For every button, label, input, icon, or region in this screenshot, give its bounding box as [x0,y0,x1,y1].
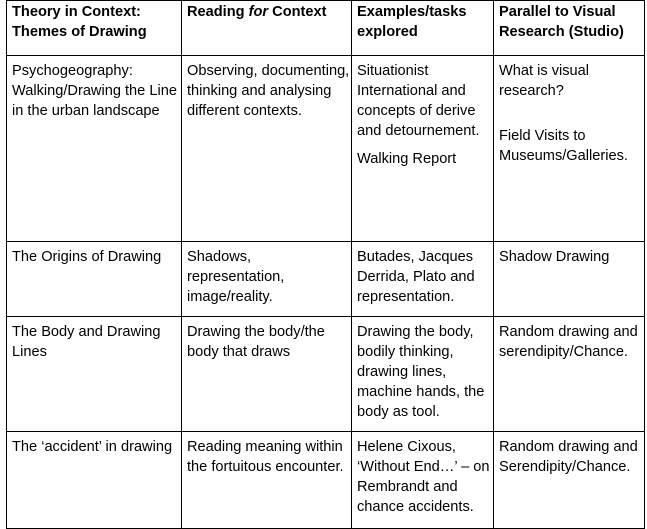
reading-cell: Reading meaning within the fortuitous encounter. [182,432,352,529]
theme-cell: The Origins of Drawing [7,242,182,317]
parallel-text: Field Visits to Museums/Galleries. [499,128,628,164]
parallel-cell [494,56,645,242]
reading-cell: Shadows, representation, image/reality. [182,242,352,317]
example-text: Helene Cixous, ‘Without End…’ – on Rembrandt and chance accidents. [357,439,490,515]
header-parallel-visual-research: Parallel to Visual Research (Studio) [494,1,645,56]
parallel-text: Random drawing and serendipity/Chance. [499,324,638,360]
themes-table [6,0,645,529]
parallel-text: What is visual research? [499,63,590,99]
theme-cell: Psychogeography: Walking/Drawing the Line in the urban landscape [7,56,182,242]
table-row [7,56,645,242]
parallel-text: Shadow Drawing [499,249,610,265]
table-row [7,317,645,432]
parallel-text: Random drawing and Serendipity/Chance. [499,439,638,475]
header-examples-tasks: Examples/tasks explored [352,1,494,56]
example-text: Butades, Jacques Derrida, Plato and representation. [357,249,475,305]
example-text: Drawing the body, bodily thinking, drawing lines, machine hands, the body as tool. [357,324,485,420]
parallel-cell [494,432,645,529]
examples-cell [352,242,494,317]
header-reading-for-context: Reading for Context [182,1,352,56]
header-theory-in-context: Theory in Context: Themes of Drawing [7,1,182,56]
reading-cell: Observing, documenting, thinking and analysing different contexts. [182,56,352,242]
theme-cell: The ‘accident’ in drawing [7,432,182,529]
table-row [7,242,645,317]
table-header-row [7,1,645,56]
example-text: Walking Report [357,151,457,167]
examples-cell [352,317,494,432]
theme-cell: The Body and Drawing Lines [7,317,182,432]
reading-cell: Drawing the body/the body that draws [182,317,352,432]
parallel-cell [494,317,645,432]
examples-cell [352,432,494,529]
examples-cell [352,56,494,242]
table-row [7,432,645,529]
example-text: Situationist International and concepts of derive and detournement. [357,63,480,139]
parallel-cell [494,242,645,317]
